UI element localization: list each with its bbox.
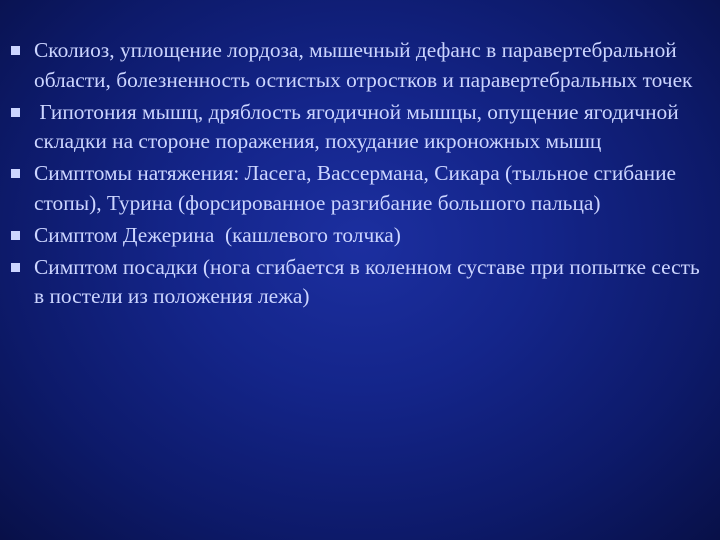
square-bullet-icon xyxy=(11,263,20,272)
square-bullet-icon xyxy=(11,231,20,240)
bullet-text: Симптом посадки (нога сгибается в коленном суставе при попытке сесть в постели из положения лежа) xyxy=(34,254,706,309)
square-bullet-icon xyxy=(11,169,20,178)
bullet-text: Сколиоз, уплощение лордоза, мышечный дефанс в паравертебральной области, болезненность остистых отростков и паравертебральных точек xyxy=(34,38,693,92)
bullet-item xyxy=(10,36,700,95)
bullet-text: Симптом Дежерина (кашлевого толчка) xyxy=(34,222,401,247)
bullet-item xyxy=(10,253,706,312)
bullet-text: Симптомы натяжения: Ласега, Вассермана, Сикара (тыльное сгибание стопы), Турина (форсированное разгибание большого пальца) xyxy=(34,161,682,215)
bullet-text: Гипотония мышц, дряблость ягодичной мышцы, опущение ягодичной складки на стороне поражения, похудание икроножных мышц xyxy=(34,99,685,154)
bullet-item xyxy=(10,159,700,218)
bullet-item xyxy=(10,221,700,251)
square-bullet-icon xyxy=(11,46,20,55)
bullet-item xyxy=(10,98,700,157)
bullet-list xyxy=(10,36,706,314)
square-bullet-icon xyxy=(11,108,20,117)
